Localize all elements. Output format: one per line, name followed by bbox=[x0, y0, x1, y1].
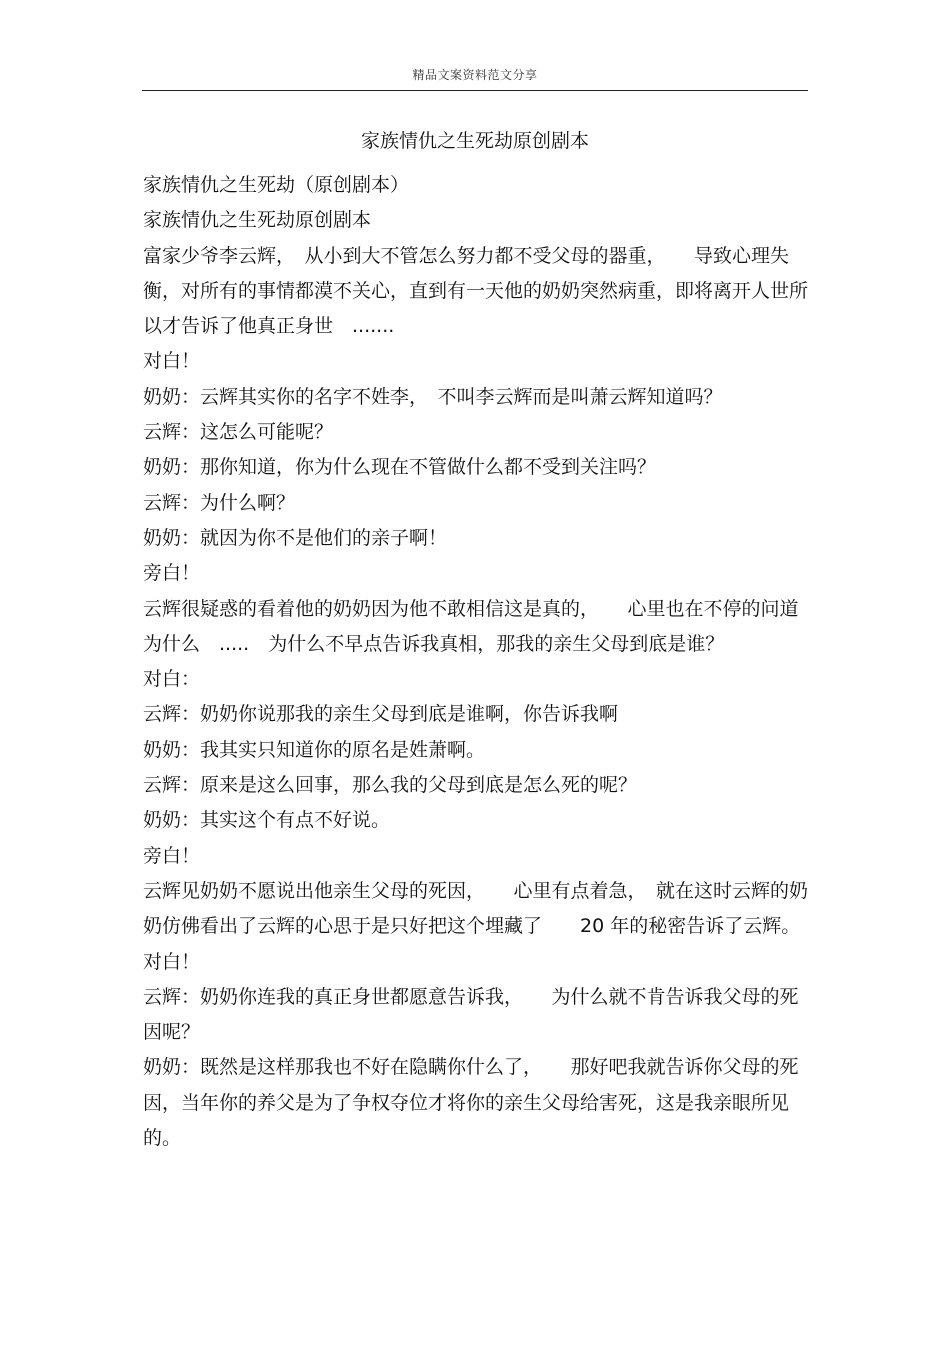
paragraph: 云辉：这怎么可能呢？ bbox=[143, 421, 334, 444]
paragraph: 奶奶：其实这个有点不好说。 bbox=[143, 809, 391, 832]
paragraph: 对白！ bbox=[143, 350, 201, 373]
paragraph: 云辉：奶奶你连我的真正身世都愿意告诉我， 为什么就不肯告诉我父母的死因呢？ bbox=[143, 985, 799, 1044]
document-title: 家族情仇之生死劫原创剧本 bbox=[360, 130, 589, 152]
paragraph: 奶奶：我其实只知道你的原名是姓萧啊。 bbox=[143, 738, 486, 761]
page-header: 精品文案资料范文分享 bbox=[412, 68, 538, 82]
paragraph: 家族情仇之生死劫原创剧本 bbox=[143, 209, 372, 232]
header-rule bbox=[142, 90, 808, 91]
paragraph: 旁白！ bbox=[143, 562, 201, 585]
paragraph: 云辉：为什么啊？ bbox=[143, 491, 296, 514]
paragraph: 富家少爷李云辉， 从小到大不管怎么努力都不受父母的器重， 导致心理失衡，对所有的事情都漠不关心，直到有一天他的奶奶突然病重，即将离开人世所以才告诉了他真正身世 ....... bbox=[143, 244, 809, 338]
paragraph: 家族情仇之生死劫（原创剧本） bbox=[143, 174, 410, 196]
paragraph: 奶奶：就因为你不是他们的亲子啊！ bbox=[143, 526, 448, 549]
paragraph: 云辉：奶奶你说那我的亲生父母到底是谁啊，你告诉我啊 bbox=[143, 703, 619, 726]
document-body bbox=[143, 168, 813, 1156]
paragraph: 旁白！ bbox=[143, 844, 201, 867]
paragraph: 奶奶：云辉其实你的名字不姓李， 不叫李云辉而是叫萧云辉知道吗？ bbox=[143, 385, 723, 408]
paragraph: 云辉很疑惑的看着他的奶奶因为他不敢相信这是真的， 心里也在不停的问道为什么 ..... 为什么不早点告诉我真相，那我的亲生父母到底是谁？ bbox=[143, 597, 799, 655]
paragraph: 奶奶：既然是这样那我也不好在隐瞒你什么了， 那好吧我就告诉你父母的死因，当年你的养父是为了争权夺位才将你的亲生父母给害死，这是我亲眼所见的。 bbox=[143, 1056, 799, 1150]
paragraph: 对白： bbox=[143, 668, 201, 691]
paragraph: 奶奶：那你知道，你为什么现在不管做什么都不受到关注吗？ bbox=[143, 456, 657, 479]
paragraph: 对白！ bbox=[143, 950, 201, 973]
paragraph: 云辉见奶奶不愿说出他亲生父母的死因， 心里有点着急， 就在这时云辉的奶奶仿佛看出了云辉的心思于是只好把这个埋藏了 20 年的秘密告诉了云辉。 bbox=[143, 879, 809, 938]
paragraph: 云辉：原来是这么回事，那么我的父母到底是怎么死的呢？ bbox=[143, 774, 638, 797]
